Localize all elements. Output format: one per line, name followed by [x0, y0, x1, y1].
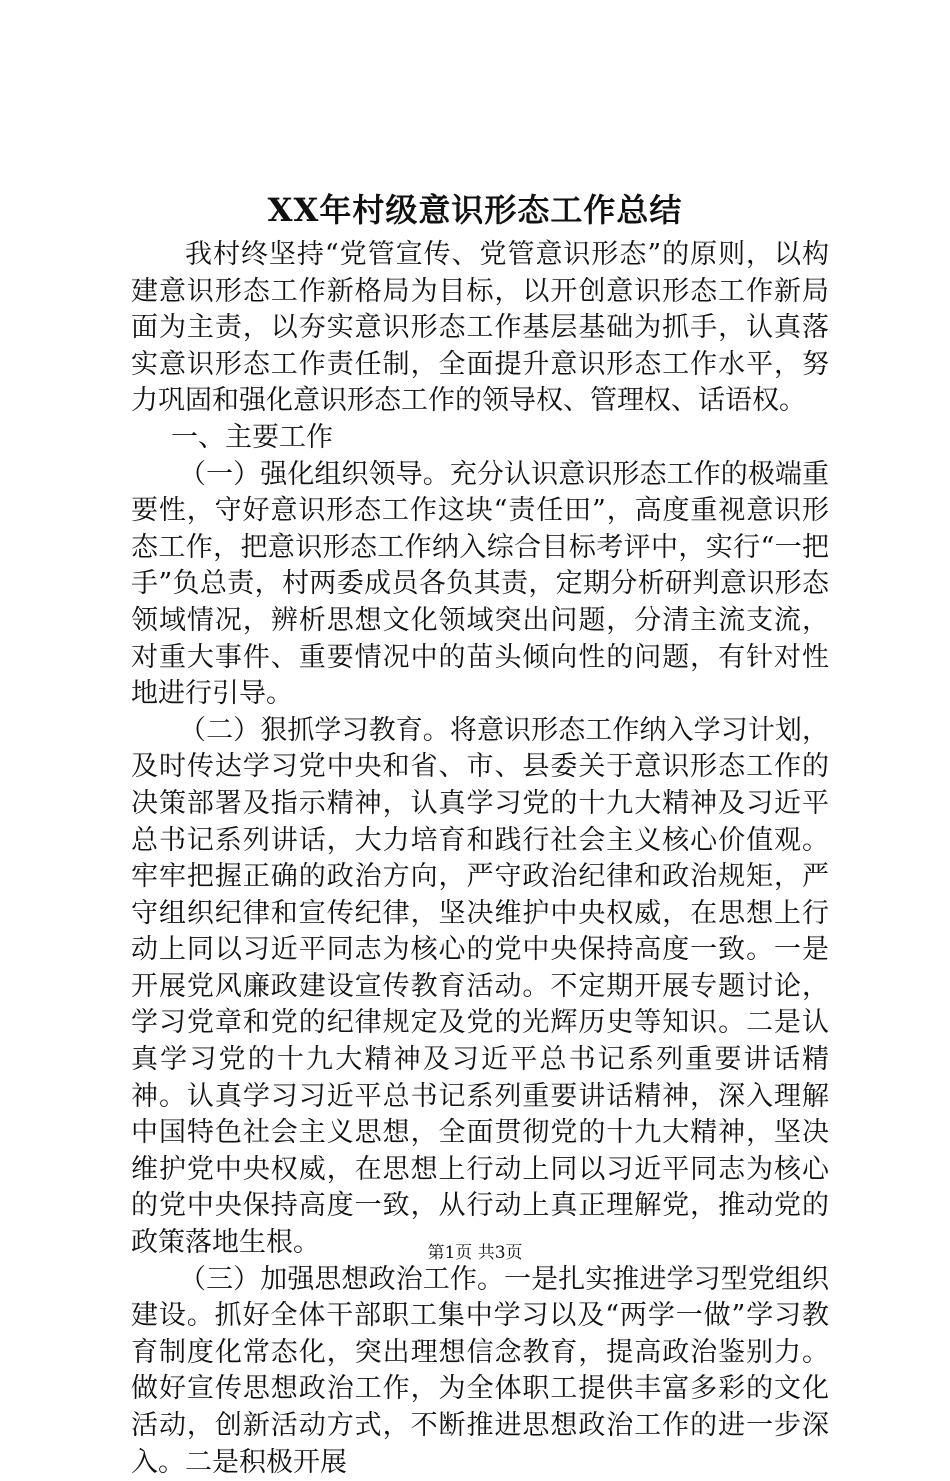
intro-paragraph: 我村终坚持“党管宣传、党管意识形态”的原则，以构建意识形态工作新格局为目标，以开创意识形态工作新局面为主责，以夯实意识形态工作基层基础为抓手，认真落实意识形态工作责任制，全面提升意识形态工作水平，努力巩固和强化意识形态工作的领导权、管理权、话语权。	[131, 239, 829, 417]
paragraph-study-education: （二）狠抓学习教育。将意识形态工作纳入学习计划，及时传达学习党中央和省、市、县委关于意识形态工作的决策部署及指示精神，认真学习党的十九大精神及习近平总书记系列讲话，大力培育和践行社会主义核心价值观。牢牢把握正确的政治方向，严守政治纪律和政治规矩，严守组织纪律和宣传纪律，坚决维护中央权威，在思想上行动上同以习近平同志为核心的党中央保持高度一致。一是开展党风廉政建设宣传教育活动。不定期开展专题讨论，学习党章和党的纪律规定及党的光辉历史等知识。二是认真学习党的十九大精神及习近平总书记系列重要讲话精神。认真学习习近平总书记系列重要讲话精神，深入理解中国特色社会主义思想，全面贯彻党的十九大精神，坚决维护党中央权威，在思想上行动上同以习近平同志为核心的党中央保持高度一致，从行动上真正理解党，推动党的政策落地生根。	[131, 714, 829, 1259]
document-body	[131, 237, 829, 1481]
page-footer: 第1页 共3页	[427, 1243, 523, 1263]
section-heading-main-work: 一、主要工作	[171, 421, 333, 453]
document-title: XX年村级意识形态工作总结	[267, 191, 683, 229]
paragraph-organization-leadership: （一）强化组织领导。充分认识意识形态工作的极端重要性，守好意识形态工作这块“责任田”，高度重视意识形态工作，把意识形态工作纳入综合目标考评中，实行“一把手”负总责，村两委成员各负其责，定期分析研判意识形态领域情况，辨析思想文化领域突出问题，分清主流支流，对重大事件、重要情况中的苗头倾向性的问题，有针对性地进行引导。	[131, 458, 829, 710]
paragraph-ideological-work: （三）加强思想政治工作。一是扎实推进学习型党组织建设。抓好全体干部职工集中学习以及“两学一做”学习教育制度化常态化，突出理想信念教育，提高政治鉴别力。做好宣传思想政治工作，为全体职工提供丰富多彩的文化活动，创新活动方式，不断推进思想政治工作的进一步深入。二是积极开展	[131, 1263, 829, 1478]
